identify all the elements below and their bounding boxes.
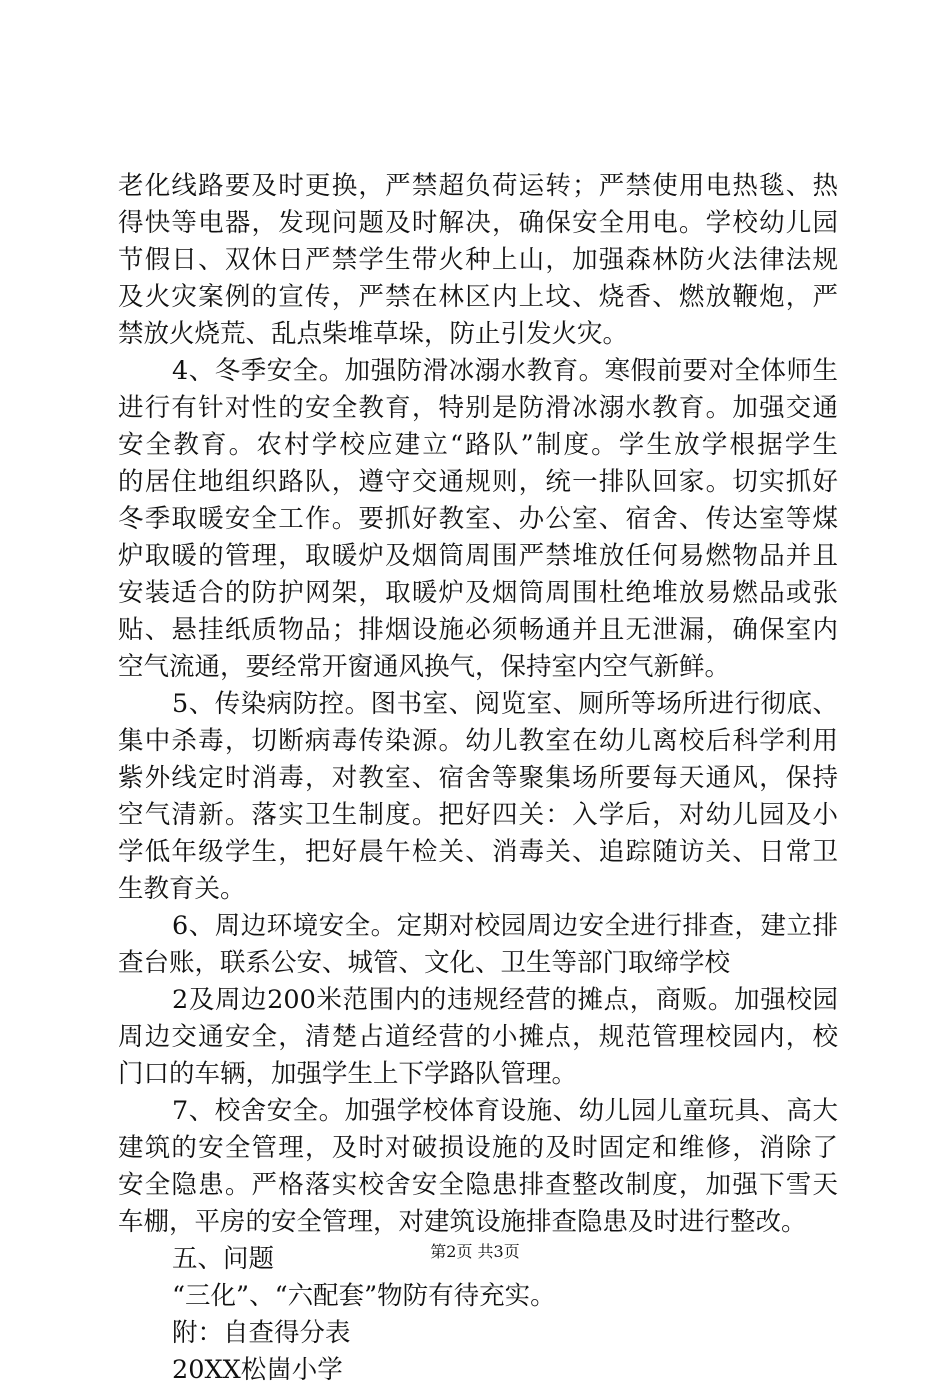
text-line: 五、问题 xyxy=(172,1244,275,1274)
text-line: 冬季取暖安全工作。要抓好教室、办公室、宿舍、传达室等煤 xyxy=(118,504,838,534)
text-line: 4、冬季安全。加强防滑冰溺水教育。寒假前要对全体师生 xyxy=(172,356,838,386)
text-line: 查台账，联系公安、城管、文化、卫生等部门取缔学校 xyxy=(118,948,731,978)
text-line: 安全教育。农村学校应建立“路队”制度。学生放学根据学生 xyxy=(118,430,838,460)
text-line: 的居住地组织路队，遵守交通规则，统一排队回家。切实抓好 xyxy=(118,467,838,497)
text-line: 老化线路要及时更换，严禁超负荷运转；严禁使用电热毯、热 xyxy=(118,171,838,201)
text-line: 2及周边200米范围内的违规经营的摊点，商贩。加强校园 xyxy=(172,985,838,1015)
text-line: 贴、悬挂纸质物品；排烟设施必须畅通并且无泄漏，确保室内 xyxy=(118,615,838,645)
text-line: 生教育关。 xyxy=(118,874,246,904)
text-line: 空气清新。落实卫生制度。把好四关：入学后，对幼儿园及小 xyxy=(118,800,838,830)
text-line: 空气流通，要经常开窗通风换气，保持室内空气新鲜。 xyxy=(118,652,731,682)
text-line: 6、周边环境安全。定期对校园周边安全进行排查，建立排 xyxy=(172,911,838,941)
page-footer: 第2页 共3页 xyxy=(430,1242,520,1261)
text-line: 学低年级学生，把好晨午检关、消毒关、追踪随访关、日常卫 xyxy=(118,837,838,867)
text-line: 周边交通安全，清楚占道经营的小摊点，规范管理校园内，校 xyxy=(118,1022,838,1052)
text-line: 车棚，平房的安全管理，对建筑设施排查隐患及时进行整改。 xyxy=(118,1207,807,1237)
text-line: 门口的车辆，加强学生上下学路队管理。 xyxy=(118,1059,578,1089)
text-line: 附：自查得分表 xyxy=(172,1318,351,1348)
text-line: 得快等电器，发现问题及时解决，确保安全用电。学校幼儿园 xyxy=(118,208,838,238)
text-line: 安全隐患。严格落实校舍安全隐患排查整改制度，加强下雪天 xyxy=(118,1170,838,1200)
text-line: 7、校舍安全。加强学校体育设施、幼儿园儿童玩具、高大 xyxy=(172,1096,838,1126)
text-line: 及火灾案例的宣传，严禁在林区内上坟、烧香、燃放鞭炮，严 xyxy=(118,282,838,312)
text-line: “三化”、“六配套”物防有待充实。 xyxy=(172,1281,556,1311)
text-line: 集中杀毒，切断病毒传染源。幼儿教室在幼儿离校后科学利用 xyxy=(118,726,838,756)
text-line: 5、传染病防控。图书室、阅览室、厕所等场所进行彻底、 xyxy=(172,689,838,719)
text-line: 进行有针对性的安全教育，特别是防滑冰溺水教育。加强交通 xyxy=(118,393,838,423)
text-line: 安装适合的防护网架，取暖炉及烟筒周围杜绝堆放易燃品或张 xyxy=(118,578,838,608)
text-line: 炉取暖的管理，取暖炉及烟筒周围严禁堆放任何易燃物品并且 xyxy=(118,541,838,571)
text-line: 20XX松崮小学 xyxy=(172,1355,343,1385)
document-body xyxy=(118,168,838,1389)
text-line: 节假日、双休日严禁学生带火种上山，加强森林防火法律法规 xyxy=(118,245,838,275)
text-line: 建筑的安全管理，及时对破损设施的及时固定和维修，消除了 xyxy=(118,1133,838,1163)
text-line: 禁放火烧荒、乱点柴堆草垛，防止引发火灾。 xyxy=(118,319,629,349)
text-line: 紫外线定时消毒，对教室、宿舍等聚集场所要每天通风，保持 xyxy=(118,763,838,793)
